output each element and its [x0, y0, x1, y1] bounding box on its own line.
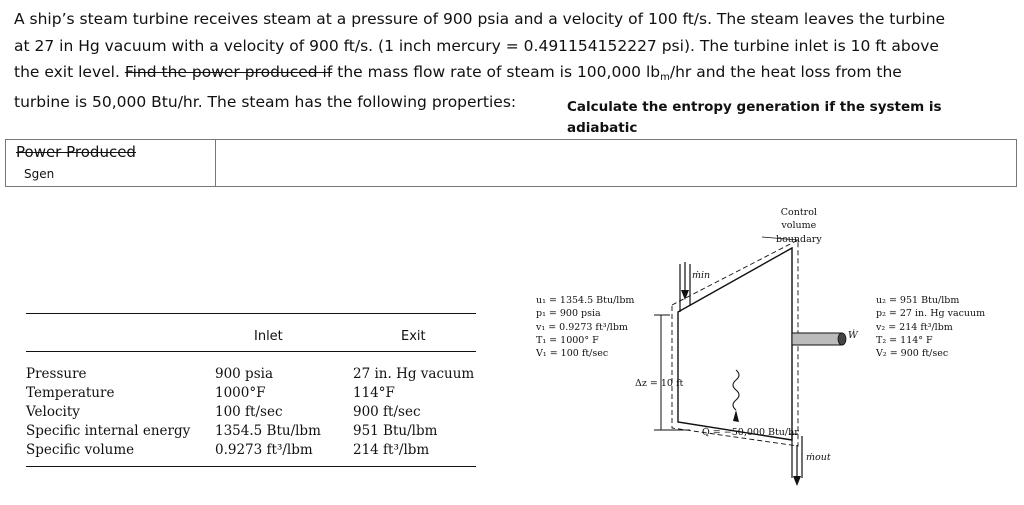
sgen-label: Sgen — [24, 167, 55, 181]
exit-prop: u₂ = 951 Btu/lbm — [876, 295, 960, 306]
inlet-prop: T₁ = 1000° F — [536, 334, 599, 346]
power-produced-label: Power Produced — [16, 143, 136, 161]
work-label: Ẇ — [848, 330, 858, 341]
property-label: Temperature — [26, 385, 115, 401]
turbine-diagram — [530, 200, 1020, 500]
shaft-end — [838, 333, 846, 345]
mass-flow-in-label: ṁin — [692, 270, 711, 281]
answer-table-divider — [215, 140, 216, 186]
exit-value: 900 ft/sec — [353, 404, 421, 420]
inlet-header: Inlet — [254, 329, 283, 344]
inlet-value: 1354.5 Btu/lbm — [215, 423, 321, 439]
problem-line-3-mid: the mass flow rate of steam is 100,000 lb — [332, 63, 661, 81]
exit-value: 214 ft³/lbm — [353, 442, 430, 458]
exit-values — [353, 365, 474, 460]
property-label: Specific internal energy — [26, 423, 191, 439]
cv-label-line: Control — [780, 207, 817, 218]
cv-label-line: boundary — [776, 233, 822, 245]
answer-table — [5, 139, 1017, 187]
struck-text: Find the power produced if — [124, 63, 333, 81]
inlet-prop: V₁ = 100 ft/sec — [536, 348, 609, 360]
exit-prop: T₂ = 114° F — [876, 334, 933, 346]
adiabatic-note: Calculate the entropy generation if the system is adiabatic — [567, 99, 942, 136]
inlet-arrowhead — [681, 290, 689, 300]
inlet-value: 100 ft/sec — [215, 404, 283, 420]
inlet-prop: p₁ = 900 psia — [536, 308, 601, 320]
problem-line-2: at 27 in Hg vacuum with a velocity of 900 ft/s. (1 inch mercury = 0.491154152227 psi). The turbine inlet is 10 ft above — [14, 36, 939, 55]
outlet-arrowhead — [793, 476, 801, 486]
inlet-props-list — [536, 294, 634, 360]
mass-subscript: m — [660, 72, 670, 83]
exit-props-list — [876, 294, 985, 360]
mass-flow-out-label: ṁout — [806, 452, 831, 463]
exit-value: 951 Btu/lbm — [353, 423, 438, 439]
inlet-prop: u₁ = 1354.5 Btu/lbm — [536, 295, 635, 306]
heat-loss-label: Q̇ = −50,000 Btu/hr — [702, 427, 799, 438]
property-labels — [26, 365, 190, 460]
cv-label — [776, 206, 822, 246]
exit-value: 114°F — [353, 385, 395, 401]
inlet-values — [215, 365, 321, 460]
exit-prop: V₂ = 900 ft/sec — [876, 348, 949, 360]
inlet-value: 0.9273 ft³/lbm — [215, 442, 313, 458]
exit-prop: p₂ = 27 in. Hg vacuum — [876, 308, 986, 320]
problem-line-3-post: /hr and the heat loss from the — [669, 63, 902, 81]
heat-loss-arrowhead — [733, 410, 739, 422]
problem-line-1: A ship’s steam turbine receives steam at a pressure of 900 psia and a velocity of 100 ft/s. The steam leaves the turbine — [14, 10, 946, 28]
table-bottom-rule — [26, 466, 476, 467]
inlet-prop: v₁ = 0.9273 ft³/lbm — [536, 321, 628, 333]
table-top-rule — [26, 313, 476, 314]
dz-label: Δz = 10 ft — [635, 378, 684, 389]
heat-loss-squiggle — [733, 370, 739, 410]
exit-header: Exit — [401, 329, 426, 344]
turbine-shaft — [792, 333, 842, 345]
exit-value: 27 in. Hg vacuum — [353, 366, 475, 382]
property-label: Pressure — [26, 366, 87, 382]
property-label: Velocity — [26, 404, 80, 420]
inlet-value: 900 psia — [215, 366, 273, 382]
problem-line-3 — [14, 59, 1009, 89]
exit-prop: v₂ = 214 ft³/lbm — [876, 321, 953, 333]
table-header-rule — [26, 351, 476, 352]
problem-line-3-pre: the exit level. — [14, 63, 125, 81]
problem-line-4: turbine is 50,000 Btu/hr. The steam has the following properties: — [14, 92, 517, 111]
property-label: Specific volume — [26, 442, 135, 458]
inlet-value: 1000°F — [215, 385, 266, 401]
cv-label-line: volume — [781, 220, 817, 232]
